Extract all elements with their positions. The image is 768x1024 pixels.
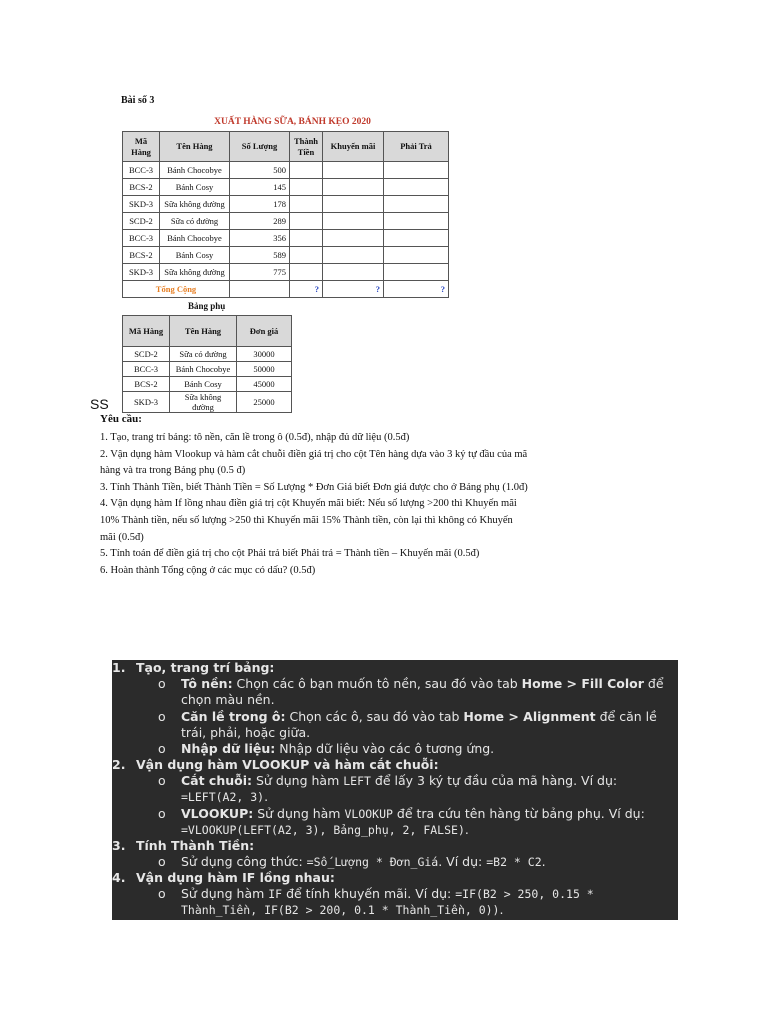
table-cell: BCC-3 bbox=[123, 162, 160, 179]
col-header-so-luong: Số Lượng bbox=[230, 132, 290, 162]
answer-bullet bbox=[158, 886, 668, 919]
table-cell: SKD-3 bbox=[123, 196, 160, 213]
bullet-text: để chọn màu nền. bbox=[181, 676, 664, 708]
bullet-text: . bbox=[541, 854, 546, 869]
table-cell: Sữa không đường bbox=[160, 196, 230, 213]
table-cell bbox=[384, 264, 449, 281]
bullet-text: . bbox=[464, 822, 469, 838]
table-cell: 145 bbox=[230, 179, 290, 196]
table-cell: Bánh Chocobye bbox=[160, 230, 230, 247]
table-cell bbox=[384, 230, 449, 247]
answer-section-2 bbox=[112, 757, 439, 773]
table-cell: 30000 bbox=[237, 347, 292, 362]
bullet-icon: o bbox=[158, 806, 166, 821]
bullet-icon: o bbox=[158, 741, 166, 756]
bullet-text: Sử dụng hàm bbox=[181, 886, 269, 901]
answer-bullet bbox=[158, 854, 668, 870]
answer-section-3 bbox=[112, 838, 254, 854]
total-mark: ? bbox=[290, 281, 323, 298]
inline-code: =Số_Lượng * Đơn_Giá bbox=[306, 855, 439, 869]
table-cell: 589 bbox=[230, 247, 290, 264]
table-row bbox=[123, 362, 292, 377]
answer-section-1 bbox=[112, 660, 274, 676]
table-cell: 50000 bbox=[237, 362, 292, 377]
answer-bullet bbox=[158, 709, 668, 742]
menu-path: Home > Alignment bbox=[463, 709, 596, 724]
menu-path: Home > Fill Color bbox=[521, 676, 644, 691]
inline-code: =LEFT(A2, 3) bbox=[181, 790, 265, 805]
table-row bbox=[123, 213, 449, 230]
section-number: 1. bbox=[112, 660, 126, 675]
table-cell: BCS-2 bbox=[123, 179, 160, 196]
bullet-text: Chọn các ô bạn muốn tô nền, sau đó vào tab bbox=[232, 676, 522, 691]
bullet-text: Sử dụng hàm bbox=[253, 806, 345, 821]
table-cell: Sữa không đường bbox=[170, 392, 237, 413]
section-number: 4. bbox=[112, 870, 126, 885]
sub-col-header-don-gia: Đơn giá bbox=[237, 316, 292, 347]
inline-code: =IF(B2 > 250, 0.15 * Thành_Tiền, IF(B2 > 200, 0.1 * Thành_Tiền, 0)) bbox=[181, 887, 594, 918]
table-cell: 25000 bbox=[237, 392, 292, 413]
table-cell bbox=[290, 162, 323, 179]
table-row bbox=[123, 162, 449, 179]
table-cell: 500 bbox=[230, 162, 290, 179]
bullet-text: để tra cứu tên hàng từ bảng phụ. Ví dụ: bbox=[392, 806, 645, 821]
table-cell: 178 bbox=[230, 196, 290, 213]
table-cell: Sữa có đường bbox=[160, 213, 230, 230]
section-title: Tạo, trang trí bảng: bbox=[136, 660, 275, 675]
table-cell: 356 bbox=[230, 230, 290, 247]
main-table-header-row bbox=[123, 132, 449, 162]
inline-code: =B2 * C2 bbox=[486, 855, 542, 869]
bullet-text: Chọn các ô, sau đó vào tab bbox=[285, 709, 464, 724]
table-cell: BCS-2 bbox=[123, 377, 170, 392]
table-cell bbox=[290, 213, 323, 230]
requirement-item: 5. Tính toán để điền giá trị cho cột Phải trả biết Phải trả = Thành tiền – Khuyến mãi (0.5đ) bbox=[100, 548, 480, 560]
table-cell: SKD-3 bbox=[123, 264, 160, 281]
answer-bullet bbox=[158, 806, 668, 839]
section-title: Vận dụng hàm VLOOKUP và hàm cắt chuỗi: bbox=[136, 757, 439, 772]
table-row bbox=[123, 377, 292, 392]
bullet-icon: o bbox=[158, 709, 166, 724]
table-cell bbox=[290, 230, 323, 247]
sub-table-header-row bbox=[123, 316, 292, 347]
table-row bbox=[123, 230, 449, 247]
col-header-khuyen-mai: Khuyến mãi bbox=[323, 132, 384, 162]
sub-col-header-ma-hang: Mã Hàng bbox=[123, 316, 170, 347]
answer-section-4 bbox=[112, 870, 335, 886]
ss-text: SS bbox=[90, 396, 109, 412]
table-cell: Bánh Chocobye bbox=[160, 162, 230, 179]
requirement-item: 1. Tạo, trang trí bảng: tô nền, căn lề trong ô (0.5đ), nhập đủ dữ liệu (0.5đ) bbox=[100, 432, 410, 443]
bullet-text: Sử dụng công thức: bbox=[181, 854, 307, 869]
sub-col-header-ten-hang: Tên Hàng bbox=[170, 316, 237, 347]
requirement-item: 3. Tính Thành Tiền, biết Thành Tiền = Số Lượng * Đơn Giá biết Đơn giá được cho ở Bảng phụ (1.0đ) bbox=[100, 481, 528, 493]
table-cell: Bánh Cosy bbox=[170, 377, 237, 392]
col-header-ma-hang: Mã Hàng bbox=[123, 132, 160, 162]
table-cell bbox=[290, 247, 323, 264]
table-cell bbox=[323, 179, 384, 196]
bullet-icon: o bbox=[158, 886, 166, 901]
bullet-label: Căn lề trong ô: bbox=[181, 709, 286, 724]
table-cell bbox=[323, 264, 384, 281]
section-title: Vận dụng hàm IF lồng nhau: bbox=[136, 870, 335, 885]
bullet-text: . Ví dụ: bbox=[438, 854, 487, 869]
main-table-title: XUẤT HÀNG SỮA, BÁNH KẸO 2020 bbox=[214, 117, 371, 127]
bullet-icon: o bbox=[158, 854, 166, 869]
bullet-icon: o bbox=[158, 676, 166, 691]
col-header-thanh-tien: Thành Tiền bbox=[290, 132, 323, 162]
total-mark: ? bbox=[323, 281, 384, 298]
requirements-list bbox=[100, 430, 530, 579]
table-cell: SKD-3 bbox=[123, 392, 170, 413]
answer-bullet bbox=[158, 741, 668, 757]
section-number: 3. bbox=[112, 838, 126, 853]
inline-code: =VLOOKUP(LEFT(A2, 3), Bảng_phụ, 2, FALSE) bbox=[181, 823, 465, 838]
bullet-text: để căn lề trái, phải, hoặc giữa. bbox=[181, 709, 657, 741]
requirement-item: 4. Vận dụng hàm If lồng nhau điền giá trị cột Khuyến mãi biết: Nếu số lượng >200 thì Khuyến mãi 10% Thành tiền, nếu số lượng >250 thì Khuyến mãi 15% Thành tiền, còn lại thì không có Khuyến mãi (0.5đ) bbox=[100, 498, 517, 543]
requirement-item: 2. Vận dụng hàm Vlookup và hàm cắt chuỗi điền giá trị cho cột Tên hàng dựa vào 3 ký tự đầu của mã hàng và tra trong Bảng phụ (0.5 đ) bbox=[100, 448, 528, 477]
table-cell bbox=[323, 213, 384, 230]
total-mark: ? bbox=[384, 281, 449, 298]
answer-bullet bbox=[158, 773, 668, 806]
table-cell: 45000 bbox=[237, 377, 292, 392]
bullet-text: . bbox=[499, 902, 504, 918]
table-row bbox=[123, 196, 449, 213]
bullet-text: Nhập dữ liệu vào các ô tương ứng. bbox=[275, 741, 495, 756]
col-header-phai-tra: Phải Trả bbox=[384, 132, 449, 162]
section-number: 2. bbox=[112, 757, 126, 772]
table-row bbox=[123, 347, 292, 362]
table-cell bbox=[323, 230, 384, 247]
inline-code: IF bbox=[268, 887, 283, 901]
table-row bbox=[123, 179, 449, 196]
total-cell bbox=[230, 281, 290, 298]
requirements-heading: Yêu cầu: bbox=[100, 413, 142, 425]
answer-bullet bbox=[158, 676, 668, 709]
bullet-label: Tô nền: bbox=[181, 676, 233, 691]
table-cell: Sữa có đường bbox=[170, 347, 237, 362]
inline-code: VLOOKUP bbox=[344, 807, 393, 821]
table-cell bbox=[290, 179, 323, 196]
bullet-icon: o bbox=[158, 773, 166, 788]
table-cell bbox=[384, 179, 449, 196]
table-cell: 775 bbox=[230, 264, 290, 281]
table-cell: BCC-3 bbox=[123, 230, 160, 247]
table-cell: Bánh Cosy bbox=[160, 179, 230, 196]
table-cell: BCS-2 bbox=[123, 247, 160, 264]
inline-code: LEFT bbox=[343, 774, 371, 788]
table-cell bbox=[290, 196, 323, 213]
table-cell: SCD-2 bbox=[123, 213, 160, 230]
sub-table bbox=[122, 315, 292, 413]
sub-table-title: Bảng phụ bbox=[188, 301, 226, 311]
col-header-ten-hang: Tên Hàng bbox=[160, 132, 230, 162]
table-cell: 289 bbox=[230, 213, 290, 230]
table-cell: Bánh Cosy bbox=[160, 247, 230, 264]
bullet-text: để tính khuyến mãi. Ví dụ: bbox=[282, 886, 456, 901]
table-cell bbox=[323, 162, 384, 179]
table-cell bbox=[384, 196, 449, 213]
bullet-text: để lấy 3 ký tự đầu của mã hàng. Ví dụ: bbox=[370, 773, 618, 788]
table-row bbox=[123, 247, 449, 264]
table-cell bbox=[384, 162, 449, 179]
table-cell bbox=[323, 196, 384, 213]
bullet-text: Sử dụng hàm bbox=[252, 773, 344, 788]
requirement-item: 6. Hoàn thành Tổng cộng ở các mục có dấu? (0.5đ) bbox=[100, 564, 316, 576]
table-cell bbox=[384, 213, 449, 230]
total-label: Tổng Cộng bbox=[123, 281, 230, 298]
main-table bbox=[122, 131, 449, 298]
bullet-text: . bbox=[264, 789, 269, 805]
table-cell: Bánh Chocobye bbox=[170, 362, 237, 377]
bullet-label: VLOOKUP: bbox=[181, 806, 254, 821]
table-row bbox=[123, 392, 292, 413]
bullet-label: Cắt chuỗi: bbox=[181, 773, 253, 788]
table-cell bbox=[384, 247, 449, 264]
table-cell bbox=[290, 264, 323, 281]
table-cell: SCD-2 bbox=[123, 347, 170, 362]
section-title: Tính Thành Tiền: bbox=[136, 838, 255, 853]
table-cell bbox=[323, 247, 384, 264]
table-cell: BCC-3 bbox=[123, 362, 170, 377]
answer-panel bbox=[112, 660, 678, 920]
table-row bbox=[123, 264, 449, 281]
total-row bbox=[123, 281, 449, 298]
table-cell: Sữa không đường bbox=[160, 264, 230, 281]
exercise-label: Bài số 3 bbox=[121, 95, 155, 106]
bullet-label: Nhập dữ liệu: bbox=[181, 741, 276, 756]
